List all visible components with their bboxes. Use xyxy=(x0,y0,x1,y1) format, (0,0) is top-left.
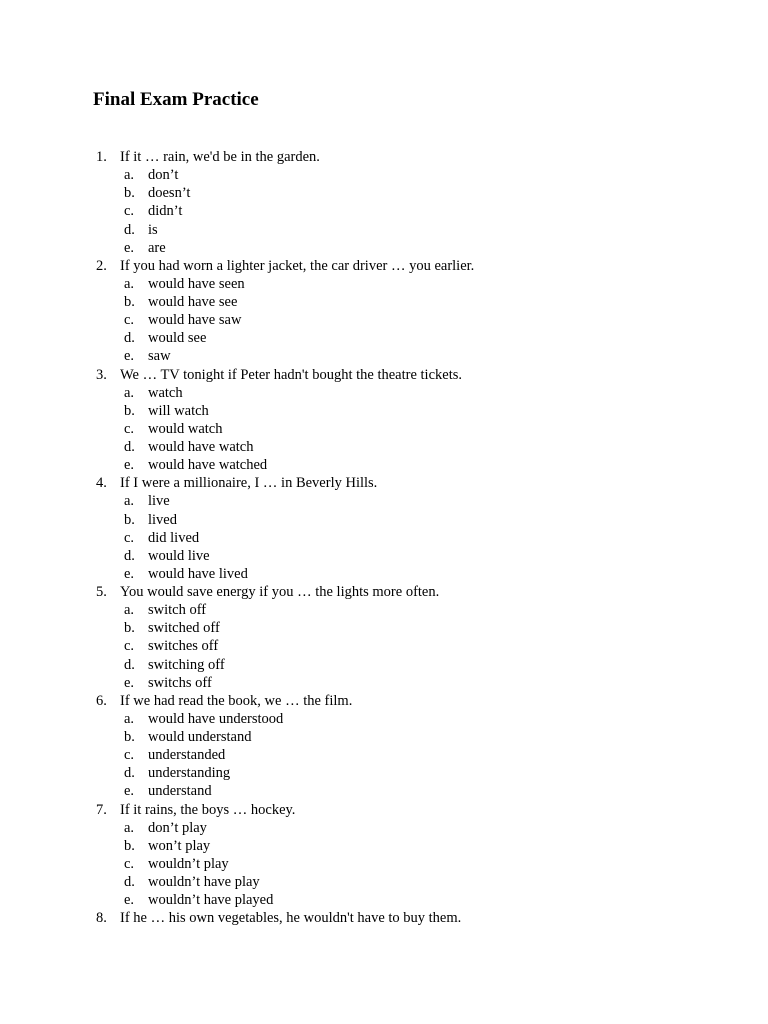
option-text: live xyxy=(148,493,170,510)
option-text: would have understood xyxy=(148,710,284,727)
option-text: did lived xyxy=(148,529,200,546)
answer-option xyxy=(0,529,768,547)
answer-option xyxy=(0,619,768,637)
option-text: would have seen xyxy=(148,275,245,292)
option-letter: c. xyxy=(124,638,135,655)
option-letter: c. xyxy=(124,529,135,546)
option-text: lived xyxy=(148,511,177,528)
page-title: Final Exam Practice xyxy=(93,89,259,110)
answer-option xyxy=(0,420,768,438)
option-text: wouldn’t have played xyxy=(148,892,274,909)
option-letter: b. xyxy=(124,185,135,202)
question-text: If I were a millionaire, I … in Beverly Hills. xyxy=(120,475,378,492)
option-letter: e. xyxy=(124,892,135,909)
question-number: 6. xyxy=(96,692,107,709)
option-text: understand xyxy=(148,783,212,800)
answer-option xyxy=(0,746,768,764)
option-letter: d. xyxy=(124,765,135,782)
answer-option xyxy=(0,782,768,800)
answer-option xyxy=(0,565,768,583)
option-letter: a. xyxy=(124,710,135,727)
option-letter: b. xyxy=(124,729,135,745)
option-text: is xyxy=(148,221,158,238)
option-text: didn’t xyxy=(148,203,183,220)
question-text: If he … his own vegetables, he wouldn't have to buy them. xyxy=(120,910,462,927)
option-letter: a. xyxy=(124,167,135,184)
answer-option xyxy=(0,855,768,873)
option-letter: b. xyxy=(124,511,135,528)
option-letter: e. xyxy=(124,457,135,474)
question-number: 7. xyxy=(96,801,107,818)
option-text: wouldn’t have play xyxy=(148,874,260,890)
answer-option xyxy=(0,656,768,674)
option-letter: a. xyxy=(124,384,135,401)
option-letter: d. xyxy=(124,547,135,564)
question-number: 8. xyxy=(96,910,107,927)
question-number: 3. xyxy=(96,366,107,383)
option-text: switching off xyxy=(148,656,225,673)
answer-option xyxy=(0,221,768,239)
answer-option xyxy=(0,384,768,402)
option-text: understanding xyxy=(148,765,231,782)
option-text: don’t xyxy=(148,167,179,184)
question-3 xyxy=(0,366,768,384)
option-letter: a. xyxy=(124,493,135,510)
option-letter: c. xyxy=(124,203,135,220)
answer-option xyxy=(0,547,768,565)
option-text: would understand xyxy=(148,729,252,745)
option-text: don’t play xyxy=(148,819,207,836)
option-letter: d. xyxy=(124,221,135,238)
option-letter: c. xyxy=(124,855,135,872)
question-text: If you had worn a lighter jacket, the car driver … you earlier. xyxy=(120,257,475,274)
question-text: You would save energy if you … the lights more often. xyxy=(120,584,440,600)
option-letter: e. xyxy=(124,783,135,800)
answer-option xyxy=(0,293,768,311)
answer-option xyxy=(0,438,768,456)
option-letter: e. xyxy=(124,674,135,691)
option-text: doesn’t xyxy=(148,185,191,202)
question-7 xyxy=(0,801,768,819)
option-text: will watch xyxy=(148,402,209,419)
option-letter: d. xyxy=(124,874,135,890)
option-text: are xyxy=(148,239,166,256)
option-text: watch xyxy=(148,384,183,401)
option-letter: c. xyxy=(124,747,135,764)
option-text: won’t play xyxy=(148,837,211,854)
option-letter: e. xyxy=(124,239,135,256)
option-letter: c. xyxy=(124,420,135,437)
answer-option xyxy=(0,402,768,420)
question-5 xyxy=(0,583,768,601)
answer-option xyxy=(0,347,768,365)
question-number: 1. xyxy=(96,149,107,165)
option-letter: b. xyxy=(124,402,135,419)
option-letter: b. xyxy=(124,294,135,310)
option-text: would have lived xyxy=(148,565,248,582)
answer-option xyxy=(0,637,768,655)
answer-option xyxy=(0,891,768,909)
option-letter: d. xyxy=(124,439,135,455)
option-letter: c. xyxy=(124,312,135,329)
question-text: If we had read the book, we … the film. xyxy=(120,692,353,709)
option-text: would have watch xyxy=(148,439,254,455)
question-4 xyxy=(0,474,768,492)
question-list xyxy=(0,148,768,927)
option-text: would have see xyxy=(148,294,238,310)
option-text: switchs off xyxy=(148,674,212,691)
option-letter: b. xyxy=(124,837,135,854)
option-text: wouldn’t play xyxy=(148,855,229,872)
question-6 xyxy=(0,692,768,710)
question-number: 4. xyxy=(96,475,107,492)
question-1 xyxy=(0,148,768,166)
option-text: would have watched xyxy=(148,457,268,474)
answer-option xyxy=(0,166,768,184)
answer-option xyxy=(0,511,768,529)
answer-option xyxy=(0,239,768,257)
option-text: understanded xyxy=(148,747,226,764)
answer-option xyxy=(0,873,768,891)
option-text: would see xyxy=(148,330,207,347)
answer-option xyxy=(0,184,768,202)
option-letter: a. xyxy=(124,819,135,836)
question-text: If it … rain, we'd be in the garden. xyxy=(120,149,320,165)
option-text: switched off xyxy=(148,620,220,637)
option-text: would watch xyxy=(148,420,223,437)
answer-option xyxy=(0,674,768,692)
answer-option xyxy=(0,202,768,220)
option-letter: e. xyxy=(124,348,135,365)
option-letter: a. xyxy=(124,602,135,619)
question-2 xyxy=(0,257,768,275)
question-number: 2. xyxy=(96,257,107,274)
option-letter: b. xyxy=(124,620,135,637)
answer-option xyxy=(0,601,768,619)
question-8 xyxy=(0,909,768,927)
answer-option xyxy=(0,311,768,329)
question-number: 5. xyxy=(96,584,107,600)
question-text: We … TV tonight if Peter hadn't bought the theatre tickets. xyxy=(120,366,462,383)
answer-option xyxy=(0,456,768,474)
option-text: saw xyxy=(148,348,171,365)
answer-option xyxy=(0,728,768,746)
option-text: switches off xyxy=(148,638,219,655)
option-letter: d. xyxy=(124,656,135,673)
answer-option xyxy=(0,710,768,728)
option-text: would have saw xyxy=(148,312,242,329)
answer-option xyxy=(0,275,768,293)
answer-option xyxy=(0,492,768,510)
answer-option xyxy=(0,819,768,837)
option-text: would live xyxy=(148,547,210,564)
answer-option xyxy=(0,764,768,782)
option-letter: d. xyxy=(124,330,135,347)
option-letter: a. xyxy=(124,275,135,292)
option-text: switch off xyxy=(148,602,207,619)
question-text: If it rains, the boys … hockey. xyxy=(120,801,296,818)
answer-option xyxy=(0,837,768,855)
answer-option xyxy=(0,329,768,347)
option-letter: e. xyxy=(124,565,135,582)
